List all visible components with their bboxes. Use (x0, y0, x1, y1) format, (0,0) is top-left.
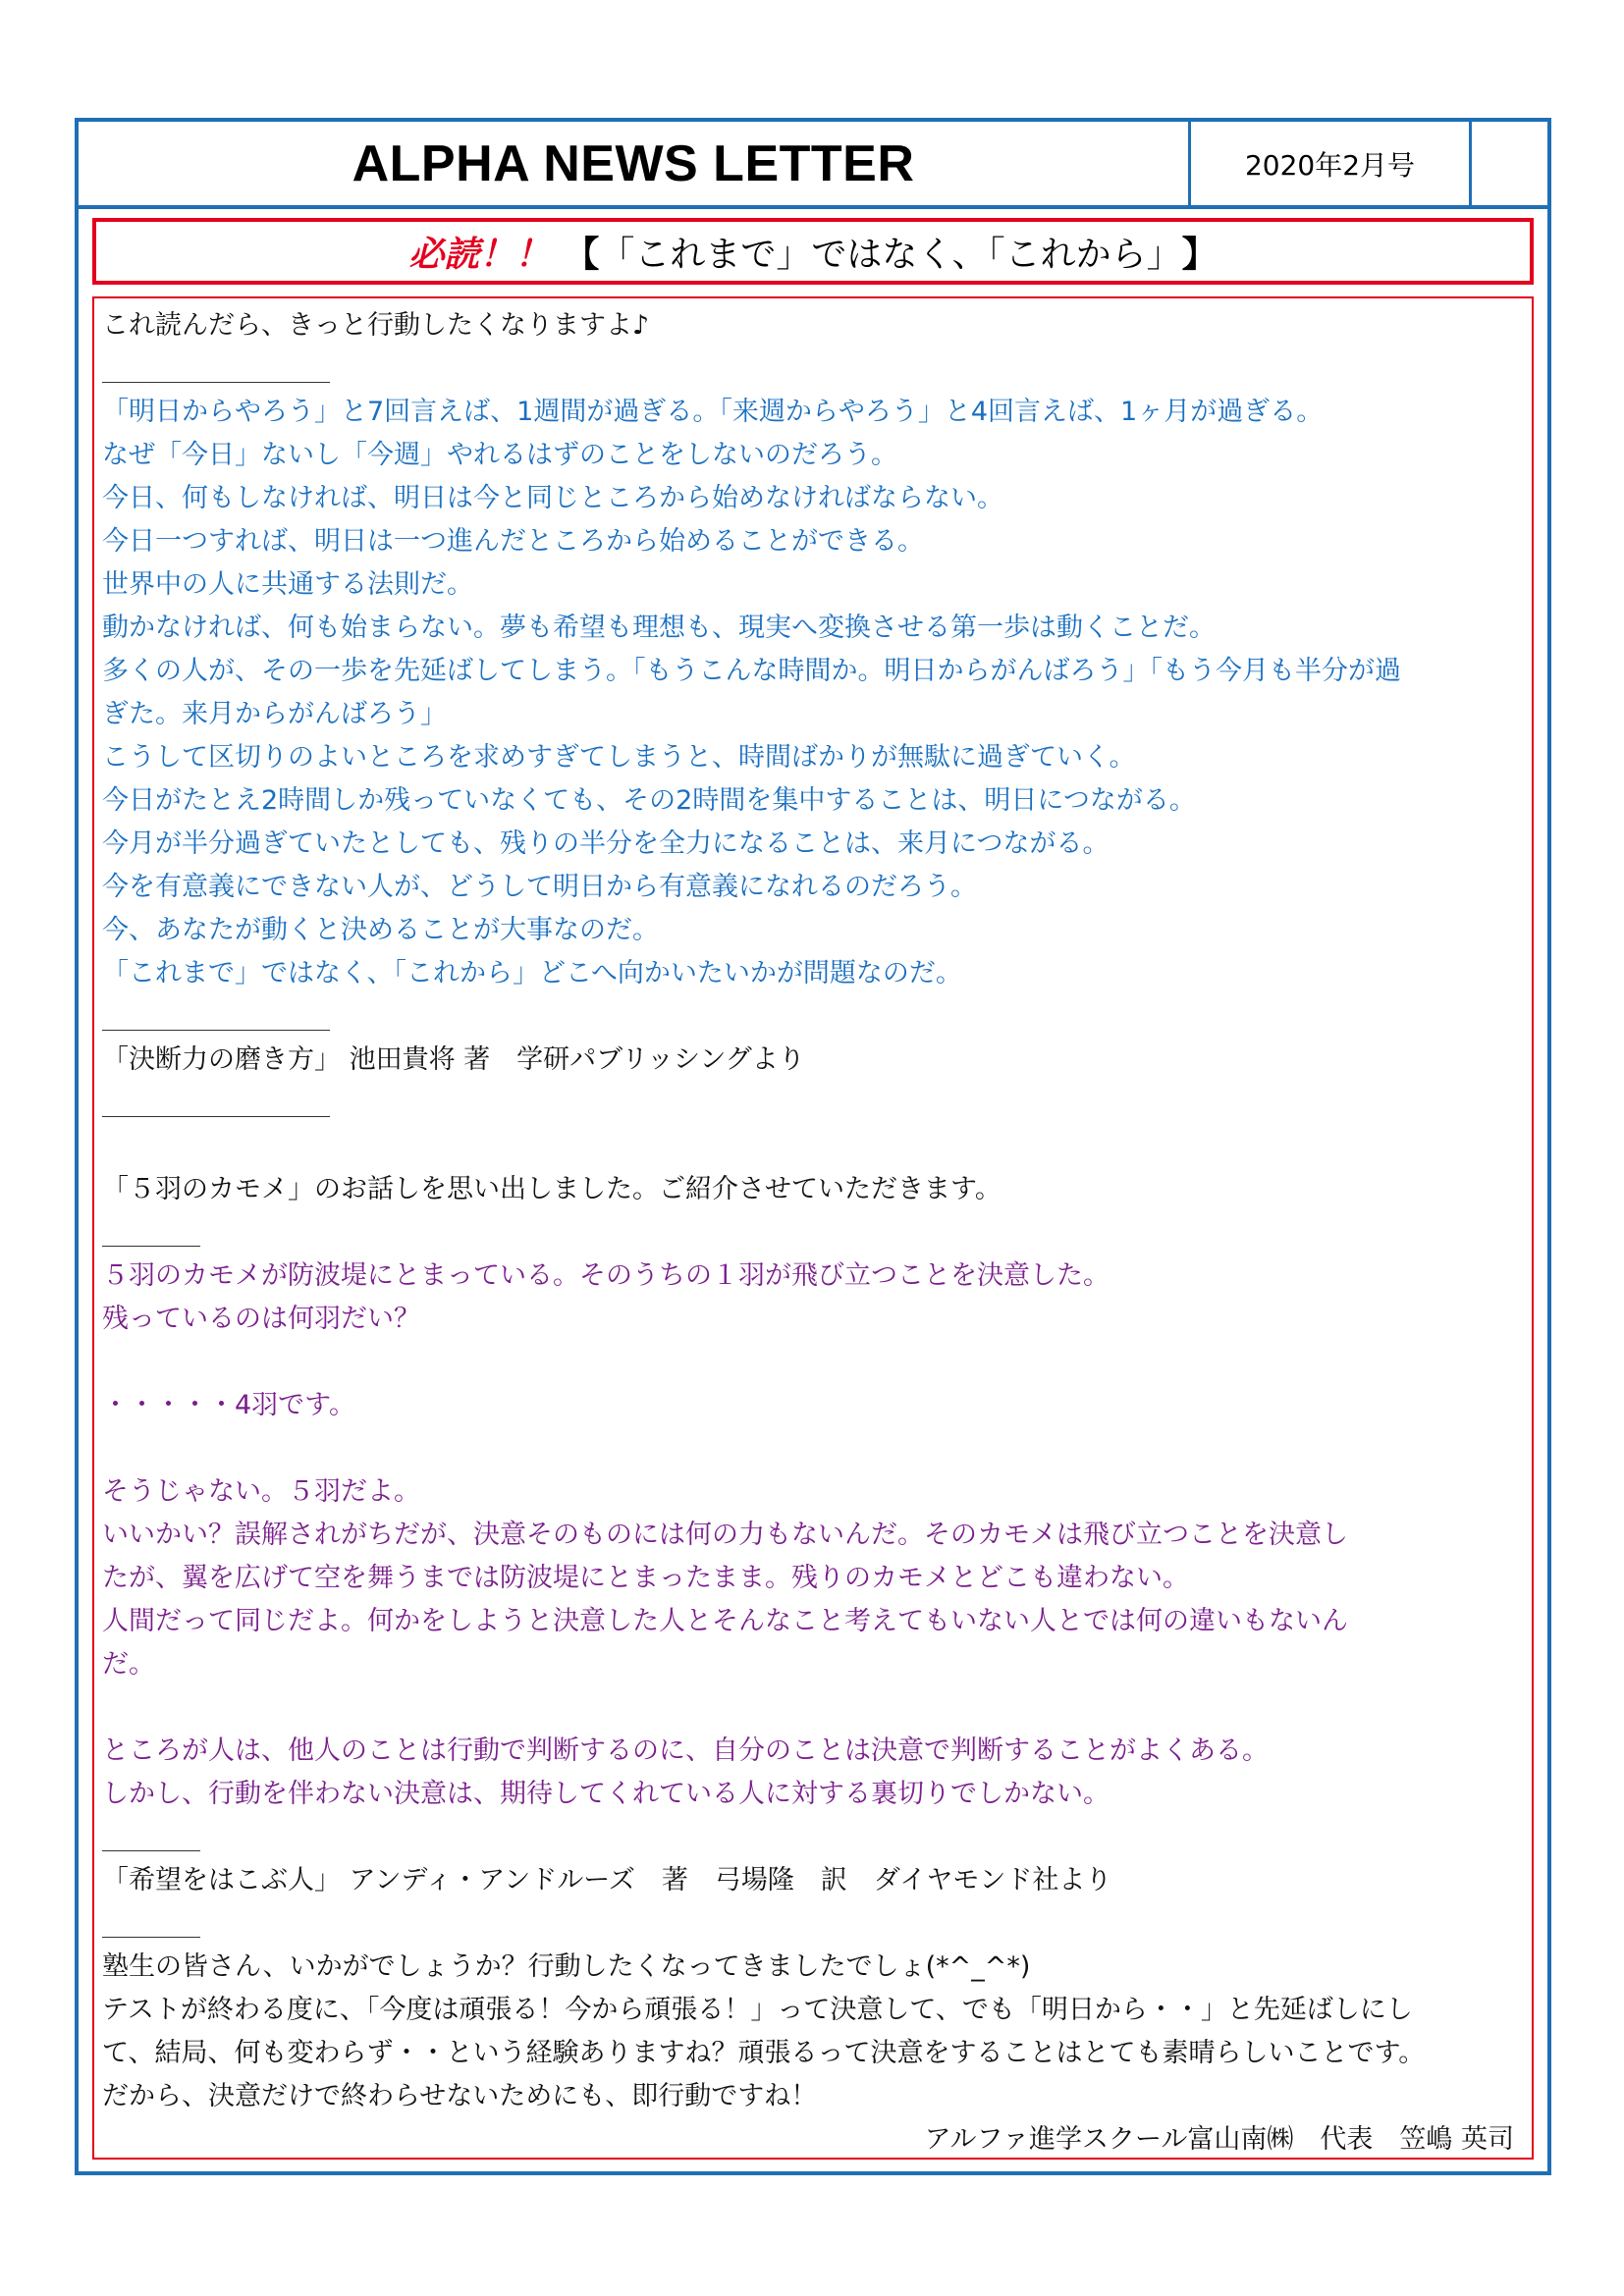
story-line: 人間だって同じだよ。何かをしようと決意した人とそんなこと考えてもいない人とでは何の違いもないん (102, 1606, 1348, 1636)
closing-line: 塾生の皆さん、いかがでしょうか？行動したくなってきましたでしょ(*^_^*) (102, 1951, 1031, 1982)
quote-line: こうして区切りのよいところを求めすぎてしまうと、時間ばかりが無駄に過ぎていく。 (102, 742, 1136, 773)
story-line: たが、翼を広げて空を舞うまでは防波堤にとまったまま。残りのカモメとどこも違わない。 (102, 1563, 1189, 1593)
spacer (102, 1427, 1526, 1470)
closing-line: だから、決意だけで終わらせないためにも、即行動ですね！ (102, 2081, 818, 2111)
separator-rule (102, 347, 1526, 391)
story-line: いいかい？誤解されがちだが、決意そのものには何の力もないんだ。そのカモメは飛び立つことを決意し (102, 1520, 1348, 1550)
quote-line: 動かなければ、何も始まらない。夢も希望も理想も、現実へ変換させる第一歩は動くことだ。 (102, 613, 1216, 643)
quote-line: 今日がたとえ2時間しか残っていなくても、その2時間を集中することは、明日につながる。 (102, 785, 1196, 816)
story-line: ・・・・・4羽です。 (102, 1390, 356, 1420)
spacer (102, 1341, 1526, 1384)
must-read-label: 必読！！ (408, 234, 551, 275)
story-line: しかし、行動を伴わない決意は、期待してくれている人に対する裏切りでしかない。 (102, 1779, 1110, 1809)
headline-text: 「これまで」ではなく、「これから」 (599, 234, 1182, 275)
signature: アルファ進学スクール富山南㈱ 代表 笠嶋 英司 (924, 2124, 1514, 2155)
closing-block (102, 1946, 1526, 2118)
quote-line: 今、あなたが動くと決めることが大事なのだ。 (102, 915, 659, 945)
quote-line: 今を有意義にできない人が、どうして明日から有意義になれるのだろう。 (102, 872, 977, 902)
story-line: 残っているのは何羽だい？ (102, 1304, 420, 1334)
quote-block-1 (102, 391, 1526, 995)
header-blank-cell (1472, 122, 1547, 205)
quote-line: 多くの人が、その一歩を先延ばしてしまう。「もうこんな時間か。明日からがんばろう」「もう今月も半分が過 (102, 656, 1401, 686)
quote-line: 今月が半分過ぎていたとしても、残りの半分を全力になることは、来月につながる。 (102, 828, 1110, 859)
issue-date: 2020年2月号 (1191, 122, 1472, 205)
separator-rule (102, 1211, 1526, 1255)
quote-line: なぜ「今日」ないし「今週」やれるはずのことをしないのだろう。 (102, 440, 897, 470)
spacer (102, 1125, 1526, 1168)
closing-line: て、結局、何も変わらず・・という経験ありますね？頑張るって決意をすることはとても素晴らしいことです。 (102, 2038, 1426, 2068)
bracket-close: 】 (1181, 234, 1218, 275)
spacer (102, 1686, 1526, 1730)
headline-banner (92, 218, 1534, 285)
quote-line: 世界中の人に共通する法則だ。 (102, 569, 473, 600)
separator-rule (102, 1902, 1526, 1946)
article-content (102, 304, 1526, 2162)
story-line: そうじゃない。５羽だよ。 (102, 1476, 420, 1507)
closing-line: テストが終わる度に、「今度は頑張る！今から頑張る！」って決意して、でも「明日から・・」と先延ばしにし (102, 1995, 1413, 2025)
newsletter-title: ALPHA NEWS LETTER (79, 122, 1191, 205)
intro-line: これ読んだら、きっと行動したくなりますよ♪ (102, 310, 650, 341)
quote-line: 今日、何もしなければ、明日は今と同じところから始めなければならない。 (102, 483, 1003, 513)
separator-rule (102, 995, 1526, 1039)
newsletter-header (75, 118, 1551, 209)
source-citation-1: 「決断力の磨き方」 池田貴将 著 学研パブリッシングより (102, 1044, 805, 1075)
story-line: ５羽のカモメが防波堤にとまっている。そのうちの１羽が飛び立つことを決意した。 (102, 1260, 1110, 1291)
quote-line: 「これまで」ではなく、「これから」どこへ向かいたいかが問題なのだ。 (102, 958, 962, 988)
story-line: だ。 (102, 1649, 155, 1680)
separator-rule (102, 1082, 1526, 1125)
story-line: ところが人は、他人のことは行動で判断するのに、自分のことは決意で判断することがよくある。 (102, 1735, 1269, 1766)
quote-line: 「明日からやろう」と7回言えば、1週間が過ぎる。「来週からやろう」と4回言えば、1ヶ月が過ぎる。 (102, 397, 1324, 427)
quote-line: 今日一つすれば、明日は一つ進んだところから始めることができる。 (102, 526, 924, 557)
bracket-open: 【 (564, 234, 600, 275)
source-citation-2: 「希望をはこぶ人」 アンディ・アンドルーズ 著 弓場隆 訳 ダイヤモンド社より (102, 1865, 1112, 1896)
separator-rule (102, 1816, 1526, 1859)
story-block (102, 1255, 1526, 1816)
quote-line: ぎた。来月からがんばろう」 (102, 699, 447, 729)
transition-line: 「５羽のカモメ」のお話しを思い出しました。ご紹介させていただきます。 (102, 1174, 1001, 1204)
